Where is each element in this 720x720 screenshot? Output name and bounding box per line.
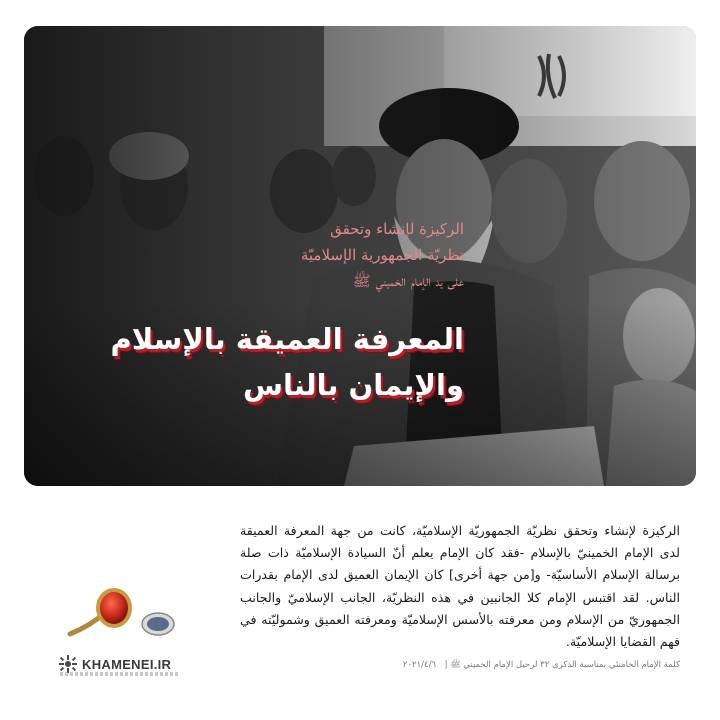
poster-title-line-1: المعرفة العميقة بالإسلام bbox=[110, 322, 464, 356]
poster-image-card bbox=[24, 26, 696, 486]
quote-paragraph: الركيزة لإنشاء وتحقق نظريّة الجمهوريّة الإسلاميّة، كانت من جهة المعرفة العميقة لدى الإمام الخمينيّ بالإسلام -فقد كان الإمام يعلم أنّ السيادة الإسلاميّة ذات صلة برسالة الإسلام الأساسيّة- و[من جهة أخرى] كان الإيمان العميق لدى الإمام بقدرات الناس. لقد اقتبس الإمام كلا الجانبين في هذه النظريّة، الجانب الإسلاميّ والجانب الجمهوريّ من الإسلام ومن معرفته بالأسس الإسلاميّة ومعرفته العميق وشموليّته في فهم القضايا الإسلاميّة. bbox=[240, 523, 680, 650]
seal-ring-icon bbox=[66, 584, 178, 648]
logo-emblem-icon bbox=[58, 654, 78, 674]
source-caption bbox=[360, 660, 680, 672]
poster-title-line-2: والإيمان بالناس bbox=[242, 368, 464, 402]
source-caption-text: كلمة الإمام الخامنئي بمناسبة الذكرى ٣٢ لرحيل الإمام الخميني ﷺ bbox=[450, 660, 680, 670]
logo-tagline-decoration bbox=[60, 672, 180, 676]
headline-block bbox=[64, 216, 464, 408]
logo-text: KHAMENEI.IR bbox=[82, 656, 172, 672]
poster-title bbox=[64, 316, 464, 408]
subheading-line-2: نظريّة الجمهورية الإسلاميّة bbox=[300, 246, 464, 264]
subheading-line-3: على يد الإمام الخميني ﷺ bbox=[352, 272, 464, 290]
source-separator: | bbox=[444, 660, 448, 670]
source-date: ٢٠٢١/٤/٦ bbox=[402, 660, 437, 670]
subheading-line-1: الركيزة لإنشاء وتحقق bbox=[330, 220, 464, 238]
site-logo[interactable] bbox=[58, 654, 171, 674]
